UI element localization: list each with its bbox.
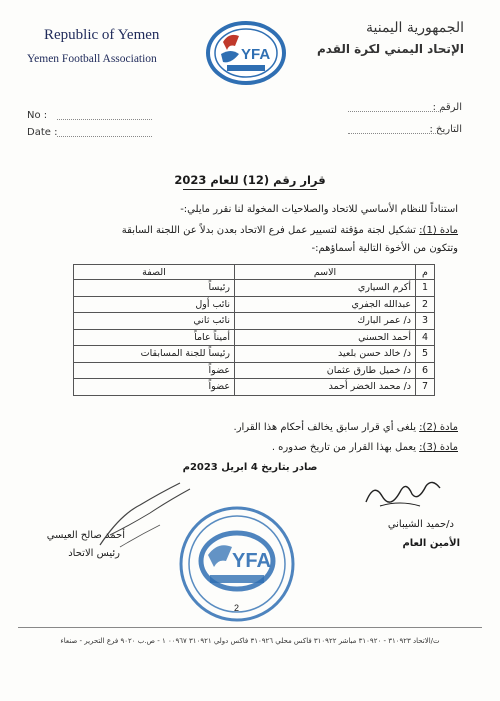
ar-no-field-line: [348, 110, 443, 112]
svg-text:YFA: YFA: [241, 46, 271, 63]
secretary-title: الأمين العام: [402, 538, 460, 549]
member-name: د/ خميل طارق عثمان: [235, 362, 416, 379]
svg-text:2: 2: [234, 603, 240, 613]
ar-no-label: الرقم :: [432, 102, 462, 113]
footer-contact: ت/الاتحاد ٣١٠٩٢٣ - ٣١٠٩٢٠ مباشر ٣١٠٩٢٢ فاكس محلي ٣١٠٩٢٦ فاكس دولي ٣١٠٩٢١ ٠٠٩٦٧ ١ - ص.ب ٩٠٢٠ فرع التحرير - صنعاء: [60, 637, 440, 645]
article-1-continued: وتتكون من الأخوة التالية أسماؤهم:-: [311, 243, 458, 254]
table-row: [74, 329, 435, 346]
header-subtitle-ar: الإتحاد اليمني لكرة القدم: [316, 42, 464, 56]
issue-date: صادر بتاريخ 4 ابريل 2023م: [182, 462, 318, 473]
member-role: أميناً عاماً: [74, 329, 235, 346]
decision-title-underline: [183, 189, 317, 190]
secretary-name: د/حميد الشيباني: [387, 519, 454, 530]
article-1-label: مادة (1):: [419, 225, 458, 236]
member-no: 5: [416, 346, 435, 363]
no-label: No :: [27, 110, 48, 121]
member-role: عضواً: [74, 362, 235, 379]
member-name: أكرم السياري: [235, 280, 416, 297]
member-no: 7: [416, 379, 435, 396]
decision-title: قرار رقم (12) للعام 2023: [174, 173, 326, 187]
official-stamp: [178, 505, 296, 627]
member-name: د/ عمر البارك: [235, 313, 416, 330]
table-row: [74, 296, 435, 313]
article-2-label: مادة (2):: [419, 422, 458, 433]
no-field-line: [57, 118, 152, 120]
article-3: [272, 442, 458, 453]
members-table: [73, 264, 435, 396]
article-1: [122, 225, 458, 236]
table-header-row: [74, 265, 435, 280]
president-title: رئيس الاتحاد: [68, 548, 120, 559]
member-no: 3: [416, 313, 435, 330]
table-row: [74, 280, 435, 297]
article-1-text: تشكيل لجنة مؤقتة لتسيير عمل فرع الاتحاد بعدن بدلاً عن اللجنة السابقة: [121, 225, 420, 236]
member-name: أحمد الحسني: [235, 329, 416, 346]
table-row: [74, 362, 435, 379]
table-row: [74, 346, 435, 363]
header-subtitle-en: Yemen Football Association: [27, 53, 157, 65]
article-3-text: يعمل بهذا القرار من تاريخ صدوره .: [271, 442, 420, 453]
preamble: استناداً للنظام الأساسي للاتحاد والصلاحيات المخولة لنا نقرر مايلي:-: [180, 204, 458, 215]
date-field-line: [57, 135, 152, 137]
footer-divider: [18, 627, 482, 628]
col-header-role: الصفة: [74, 265, 235, 280]
article-3-label: مادة (3):: [419, 442, 458, 453]
article-2: [234, 422, 458, 433]
member-role: رئيساً للجنة المسابقات: [74, 346, 235, 363]
member-role: نائب ثاني: [74, 313, 235, 330]
header-title-en: Republic of Yemen: [44, 27, 160, 43]
table-row: [74, 379, 435, 396]
ar-date-label: التاريخ :: [429, 124, 462, 135]
date-label: Date :: [27, 127, 58, 138]
header-title-ar: الجمهورية اليمنية: [365, 20, 464, 36]
member-name: د/ خالد حسن بلعيد: [235, 346, 416, 363]
member-role: عضواً: [74, 379, 235, 396]
member-name: عبدالله الجفري: [235, 296, 416, 313]
col-header-name: الاسم: [235, 265, 416, 280]
member-no: 1: [416, 280, 435, 297]
table-row: [74, 313, 435, 330]
member-name: د/ محمد الخضر أحمد: [235, 379, 416, 396]
member-no: 2: [416, 296, 435, 313]
member-no: 6: [416, 362, 435, 379]
president-name: أحمد صالح العيسي: [46, 530, 125, 541]
article-2-text: يلغى أي قرار سابق يخالف أحكام هذا القرار.: [233, 422, 420, 433]
yfa-logo: [205, 20, 287, 90]
member-role: نائب أول: [74, 296, 235, 313]
ar-date-field-line: [348, 132, 438, 134]
svg-text:YFA: YFA: [232, 550, 271, 572]
col-header-no: م: [416, 265, 435, 280]
secretary-signature: [360, 472, 450, 518]
member-no: 4: [416, 329, 435, 346]
member-role: رئيساً: [74, 280, 235, 297]
